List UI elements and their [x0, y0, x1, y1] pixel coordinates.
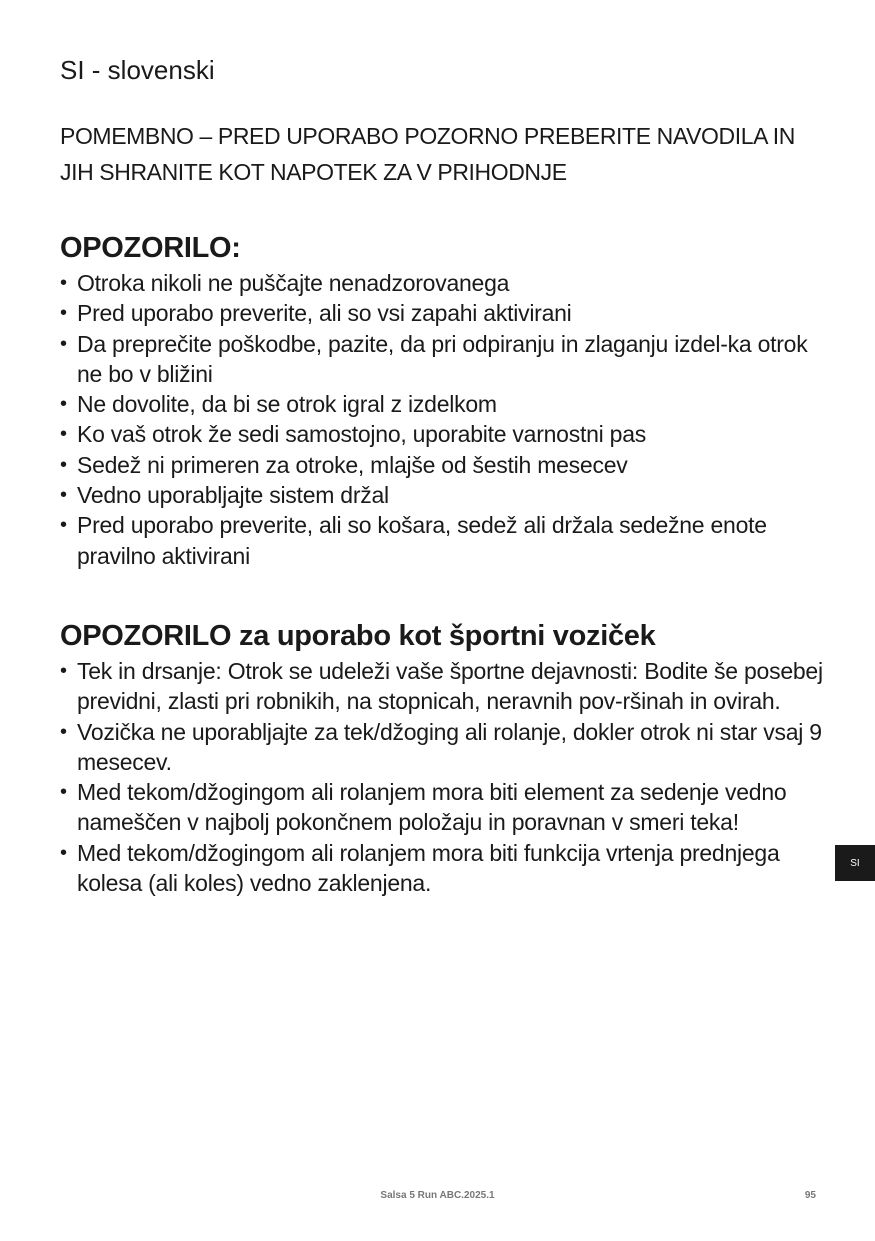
bullet-icon: •: [60, 841, 67, 864]
warning-general-heading: OPOZORILO:: [60, 232, 241, 264]
list-item: • Da preprečite poškodbe, pazite, da pri odpiranju in zlaganju izdel-ka otrok ne bo v bližini: [60, 330, 808, 387]
list-item: • Pred uporabo preverite, ali so vsi zapahi aktivirani: [60, 298, 830, 328]
language-side-tab: SI: [835, 845, 875, 881]
important-notice: POMEMBNO – PRED UPORABO POZORNO PREBERITE NAVODILA IN JIH SHRANITE KOT NAPOTEK ZA V PRIHODNJE: [60, 123, 795, 185]
footer-document-title: Salsa 5 Run ABC.2025.1: [380, 1190, 495, 1201]
bullet-icon: •: [60, 514, 67, 537]
list-item: • Med tekom/džogingom ali rolanjem mora biti element za sedenje vedno nameščen v najbolj pokončnem položaju in poravnan v smeri teka!: [60, 779, 787, 836]
bullet-icon: •: [60, 302, 67, 325]
list-item: • Pred uporabo preverite, ali so košara, sedež ali držala sedežne enote pravilno aktivirani: [60, 512, 767, 569]
list-item: • Tek in drsanje: Otrok se udeleži vaše športne dejavnosti: Bodite še posebej previdni, zlasti pri robnikih, na stopnicah, neravnih pov-ršinah in ovirah.: [60, 658, 823, 715]
warning-general-section: [60, 228, 830, 571]
bullet-icon: •: [60, 423, 67, 446]
warning-sport-list: [60, 656, 830, 898]
bullet-icon: •: [60, 720, 67, 743]
warning-sport-section: [60, 616, 830, 898]
bullet-icon: •: [60, 272, 67, 294]
page-number: 95: [804, 1190, 816, 1201]
language-heading: SI - slovenski: [60, 55, 215, 85]
list-item: • Ko vaš otrok že sedi samostojno, uporabite varnostni pas: [60, 419, 830, 449]
list-item: • Ne dovolite, da bi se otrok igral z izdelkom: [60, 389, 830, 419]
bullet-icon: •: [60, 332, 67, 355]
bullet-icon: •: [60, 660, 67, 682]
bullet-icon: •: [60, 781, 67, 804]
bullet-icon: •: [60, 453, 67, 476]
list-item: • Sedež ni primeren za otroke, mlajše od šestih mesecev: [60, 450, 830, 480]
list-item: • Otroka nikoli ne puščajte nenadzorovanega: [60, 268, 830, 298]
warning-general-list: [60, 268, 830, 571]
bullet-icon: •: [60, 484, 67, 507]
list-item: • Vozička ne uporabljajte za tek/džoging ali rolanje, dokler otrok ni star vsaj 9 mesecev.: [60, 718, 822, 775]
bullet-icon: •: [60, 393, 67, 416]
warning-sport-heading: OPOZORILO za uporabo kot športni voziček: [60, 620, 656, 652]
list-item: • Med tekom/džogingom ali rolanjem mora biti funkcija vrtenja prednjega kolesa (ali koles) vedno zaklenjena.: [60, 839, 780, 897]
list-item: • Vedno uporabljajte sistem držal: [60, 480, 830, 510]
